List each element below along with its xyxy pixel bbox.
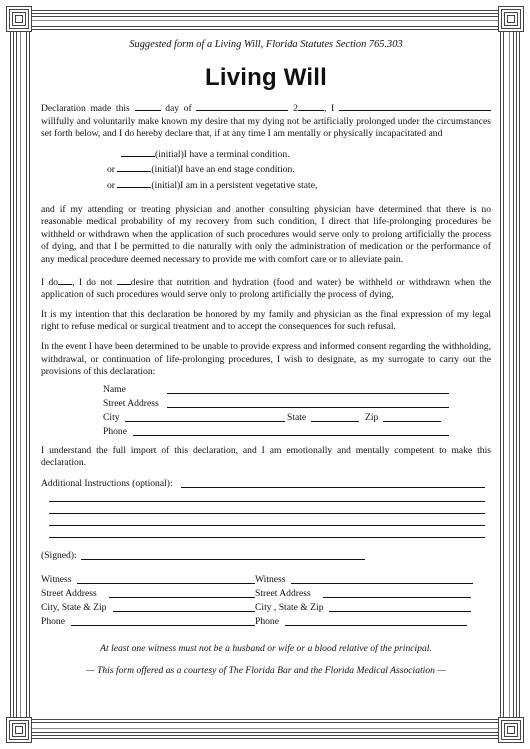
terminal-initial-field[interactable] [121, 146, 155, 157]
nutrition-do-initial-field[interactable] [58, 274, 72, 285]
form-title: Living Will [205, 64, 327, 91]
witness-2-city-field[interactable] [329, 601, 471, 612]
witness-1: Witness Street Address City, State & Zip Phone [41, 573, 255, 629]
month-field[interactable] [196, 100, 288, 111]
surrogate-block [41, 383, 449, 439]
witness-1-street-field[interactable] [109, 587, 255, 598]
courtesy-note: — This form offered as a courtesy of The Florida Bar and the Florida Medical Association — [86, 664, 446, 676]
surrogate-phone-field[interactable] [133, 425, 449, 436]
witness-2: Witness Street Address City , State & Zip Phone [255, 573, 473, 629]
declaration-rest: willfully and voluntarily make known my desire that my dying not be artificially prolonged under the circumstances set forth below, and I do hereby declare that, if at any time I am mentally or physically incapacitated and [41, 115, 491, 140]
declaration-paragraph [41, 100, 491, 141]
additional-instructions-field[interactable] [181, 477, 485, 488]
physician-paragraph: and if my attending or treating physician and another consulting physician have determined that there is no reasonable medical probability of my recovery from such condition, I direct that life-prolonging procedures be withheld or withdrawn when the application of such procedures would serve only to prolong artificially the process of dying, and that I be permitted to die naturally with only the administration of medication or the performance of any medical procedure deemed necessary to provide me with comfort care or to alleviate pain. [41, 203, 491, 265]
surrogate-zip-field[interactable] [383, 411, 441, 422]
witness-2-street-field[interactable] [323, 587, 471, 598]
end-stage-initial-field[interactable] [117, 161, 151, 172]
surrogate-street-field[interactable] [167, 397, 449, 408]
surrogate-street-row: Street Address [103, 397, 449, 411]
surrogate-city-field[interactable] [125, 411, 285, 422]
witness-1-phone-field[interactable] [71, 615, 255, 626]
surrogate-name-field[interactable] [167, 383, 449, 394]
witness-note: At least one witness must not be a husband or wife or a blood relative of the principal. [100, 642, 432, 654]
surrogate-city-row: City State Zip [103, 411, 449, 425]
year-prefix: 2 [293, 103, 298, 114]
additional-instructions-line[interactable] [49, 501, 485, 502]
surrogate-name-row: Name [103, 383, 449, 397]
corner-ornament-bottom-left [6, 717, 32, 743]
condition-list [41, 146, 491, 193]
additional-instructions-line[interactable] [49, 525, 485, 526]
additional-instructions-line[interactable] [49, 537, 485, 538]
surrogate-phone-row: Phone [103, 425, 449, 439]
condition-terminal: (initial)I have a terminal condition. [107, 146, 491, 162]
additional-instructions-row: Additional Instructions (optional): [41, 477, 491, 491]
condition-end-stage: or (initial)I have an end stage condition. [107, 161, 491, 177]
understand-paragraph: I understand the full import of this declaration, and I am emotionally and mentally competent to make this declaration. [41, 444, 491, 469]
living-will-form [41, 38, 491, 676]
intention-paragraph: It is my intention that this declaration be honored by my family and physician as the final expression of my legal right to refuse medical or surgical treatment and to accept the consequences for such refusal. [41, 308, 491, 333]
witness-1-name-field[interactable] [77, 573, 255, 584]
nutrition-do-not-initial-field[interactable] [117, 274, 131, 285]
witness-1-city-field[interactable] [113, 601, 255, 612]
declarant-name-field[interactable] [339, 100, 491, 111]
year-field[interactable] [298, 100, 324, 111]
day-of-label: day of [165, 103, 192, 114]
form-subtitle: Suggested form of a Living Will, Florida Statutes Section 765.303 [129, 39, 403, 50]
nutrition-paragraph: I do , I do not desire that nutrition and hydration (food and water) be withheld or withdrawn when the application of such procedures would serve only to prolong artificially the process of dying, [41, 274, 491, 302]
witness-2-phone-field[interactable] [285, 615, 467, 626]
additional-instructions-line[interactable] [49, 513, 485, 514]
corner-ornament-top-right [498, 6, 524, 32]
witness-2-name-field[interactable] [291, 573, 473, 584]
condition-vegetative: or (initial)I am in a persistent vegetative state, [107, 177, 491, 193]
corner-ornament-bottom-right [498, 717, 524, 743]
surrogate-paragraph: In the event I have been determined to be unable to provide express and informed consent regarding the withholding, withdrawal, or continuation of life-prolonging procedures, I wish to designate, as my surrogate to carry out the provisions of this declaration: [41, 340, 491, 378]
signature-row: (Signed): [41, 549, 365, 563]
signature-field[interactable] [81, 549, 365, 560]
day-field[interactable] [135, 100, 161, 111]
comma-i: , I [323, 103, 335, 114]
additional-instructions-block [41, 477, 491, 539]
surrogate-state-field[interactable] [311, 411, 359, 422]
vegetative-initial-field[interactable] [117, 177, 151, 188]
witness-block [41, 573, 491, 629]
declaration-prefix: Declaration made this [41, 103, 130, 114]
corner-ornament-top-left [6, 6, 32, 32]
